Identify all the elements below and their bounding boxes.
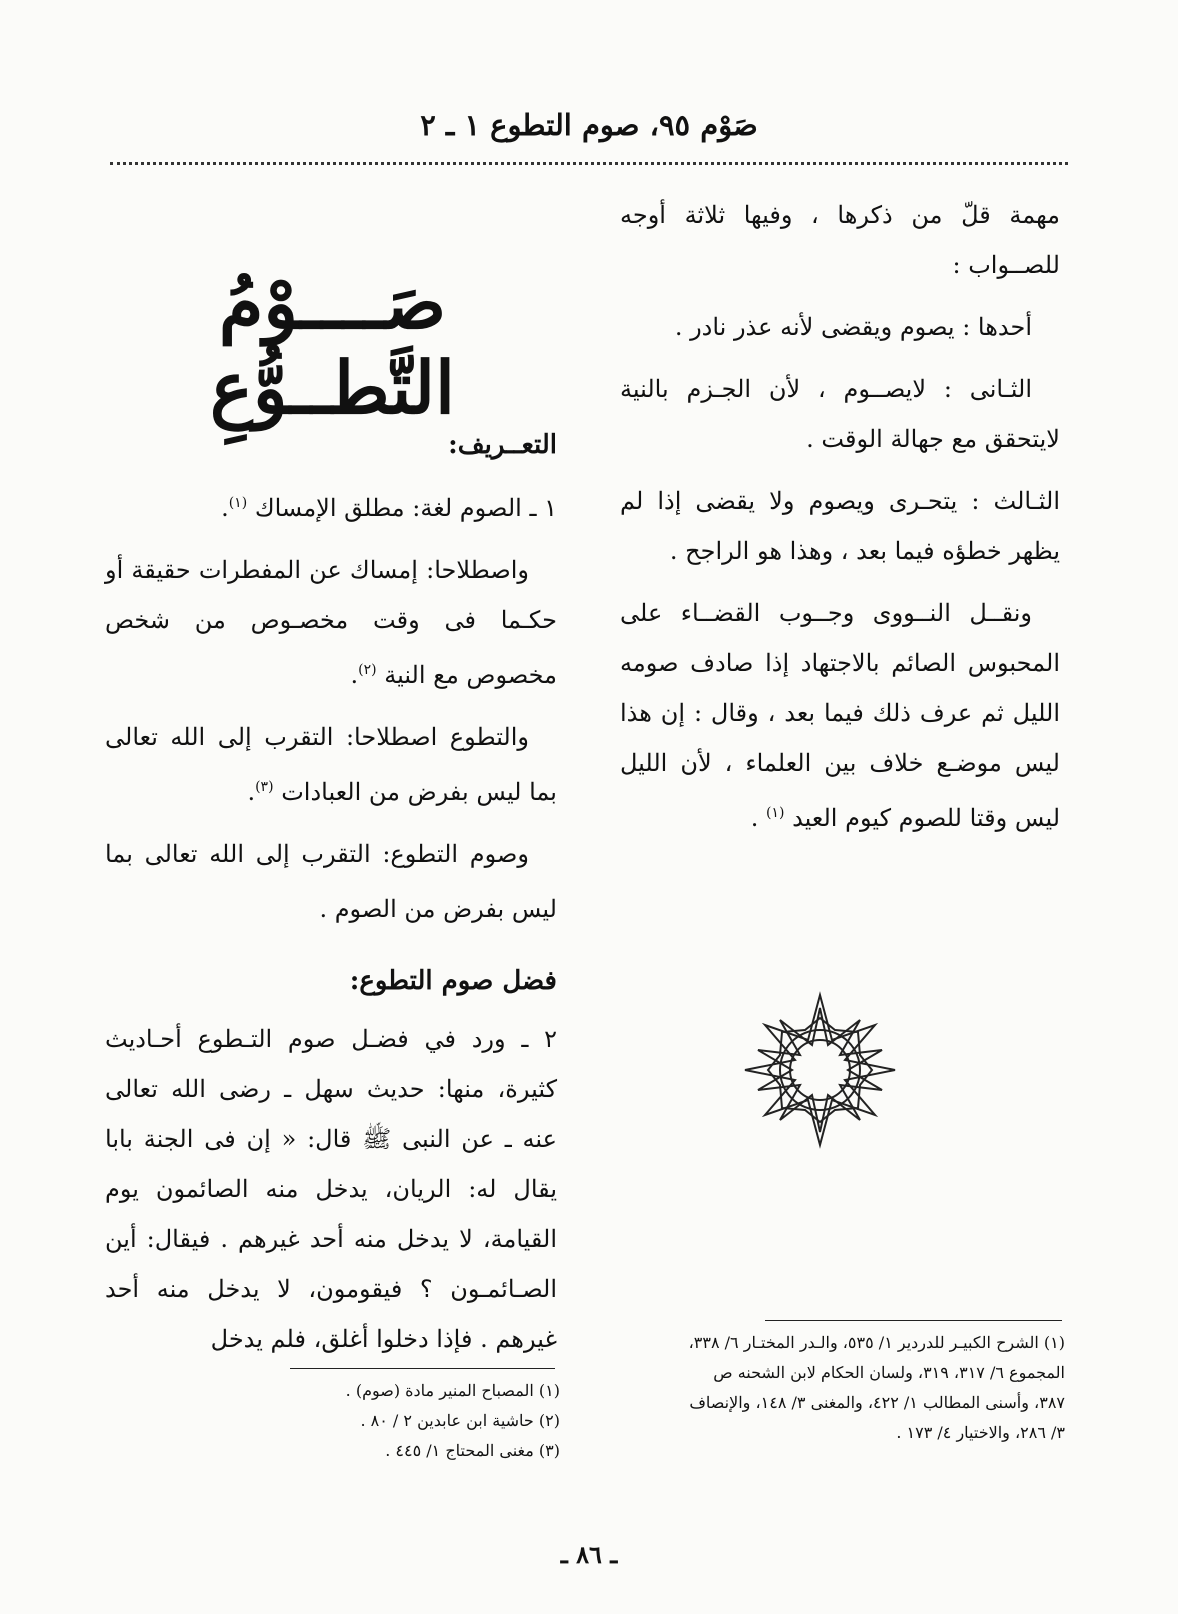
- footnotes-left: [260, 1376, 560, 1466]
- paragraph: [105, 545, 557, 700]
- footnote-ref: (١): [228, 495, 248, 511]
- footnote-rule: [290, 1368, 555, 1369]
- footnote-ref: (١): [765, 805, 785, 821]
- paragraph: [105, 712, 557, 817]
- footnote: (١) المصباح المنير مادة (صوم) .: [345, 1381, 560, 1400]
- definition-heading: التعــريف:: [448, 430, 557, 460]
- footnote: (١) الشرح الكبيـر للدردير ١/ ٥٣٥، والـدر المختـار ٦/ ٣٣٨،: [688, 1333, 1065, 1352]
- star-ornament-icon: [740, 990, 900, 1150]
- virtue-heading: فضل صوم التطوع:: [349, 966, 557, 996]
- footnote: ٣٨٧، وأسنى المطالب ١/ ٤٢٢، والمغنى ٣/ ١٤٨، والإنصاف: [689, 1393, 1065, 1412]
- paragraph: الثـالث : يتحـرى ويصوم ولا يقضى إذا لم يظهر خطؤه فيما بعد ، وهذا هو الراجح .: [620, 487, 1060, 565]
- paragraph-end: .: [221, 494, 229, 522]
- paragraph: [105, 829, 557, 934]
- paragraph: [620, 588, 1060, 843]
- paragraph-text: ونقــل النــووى وجــوب القضــاء على المحبوس الصائم بالاجتهاد إذا صادف صومه الليل ثم عرف ذلك فيما بعد ، وقال : إن هذا ليس موضـع خلاف بين العلماء ، لأن الليل ليس وقتا للصوم كيوم العيد: [620, 599, 1060, 832]
- right-column: [620, 190, 1060, 855]
- footnote: (٣) مغنى المحتاج ١/ ٤٤٥ .: [385, 1441, 560, 1460]
- footnotes-right: [600, 1328, 1065, 1448]
- paragraph-text: واصطلاحا: إمساك عن المفطرات حقيقة أو حكـما فى وقت مخصـوص من شخص مخصوص مع النية: [105, 556, 557, 689]
- paragraph-end: .: [350, 661, 359, 689]
- footnote: المجموع ٦/ ٣١٧، ٣١٩، ولسان الحكام لابن الشحنه ص: [713, 1363, 1065, 1382]
- paragraph-text: ١ ـ الصوم لغة: مطلق الإمساك: [254, 494, 557, 522]
- paragraph: الثـانى : لايصــوم ، لأن الجـزم بالنية لايتحقق مع جهالة الوقت .: [620, 375, 1060, 453]
- running-header: صَوْم ٩٥، صوم التطوع ١ ـ ٢: [420, 108, 758, 142]
- paragraph-text: والتطوع اصطلاحا: التقرب إلى الله تعالى بما ليس بفرض من العبادات: [105, 723, 557, 806]
- paragraph-end: .: [247, 778, 256, 806]
- left-column: [105, 420, 557, 1376]
- footnote-ref: (٣): [255, 779, 274, 795]
- paragraph: مهمة قلّ من ذكرها ، وفيها ثلاثة أوجه للصــواب :: [620, 201, 1060, 279]
- header-dotted-rule: [110, 162, 1068, 165]
- footnote: ٣/ ٢٨٦، والاختيار ٤/ ١٧٣ .: [896, 1423, 1065, 1442]
- footnote-ref: (٢): [358, 662, 377, 678]
- paragraph: أحدها : يصوم ويقضى لأنه عذر نادر .: [674, 313, 1032, 341]
- page-number: ـ ٨٦ ـ: [560, 1540, 618, 1569]
- footnote-rule: [765, 1320, 1062, 1321]
- footnote: (٢) حاشية ابن عابدين ٢ / ٨٠ .: [360, 1411, 560, 1430]
- paragraph-text: وصوم التطوع: التقرب إلى الله تعالى بما ليس بفرض من الصوم .: [105, 840, 557, 923]
- paragraph: ٢ ـ ورد في فضـل صوم التـطوع أحـاديث كثيرة، منها: حديث سهل ـ رضى الله تعالى عنه ـ عن النبى ﷺ قال: « إن فى الجنة بابا يقال له: الريان، يدخل منه الصائمون يوم القيامة، لا يدخل منه أحد غيرهم . فيقال: أين الصـائمـون ؟ فيقومون، لا يدخل منه أحد غيرهم . فإذا دخلوا أغلق، فلم يدخل: [105, 1025, 557, 1353]
- paragraph-end: .: [750, 804, 766, 832]
- paragraph: [105, 478, 557, 533]
- chapter-title: صَــــوْمُ التَّطــوُّعِ: [209, 260, 456, 430]
